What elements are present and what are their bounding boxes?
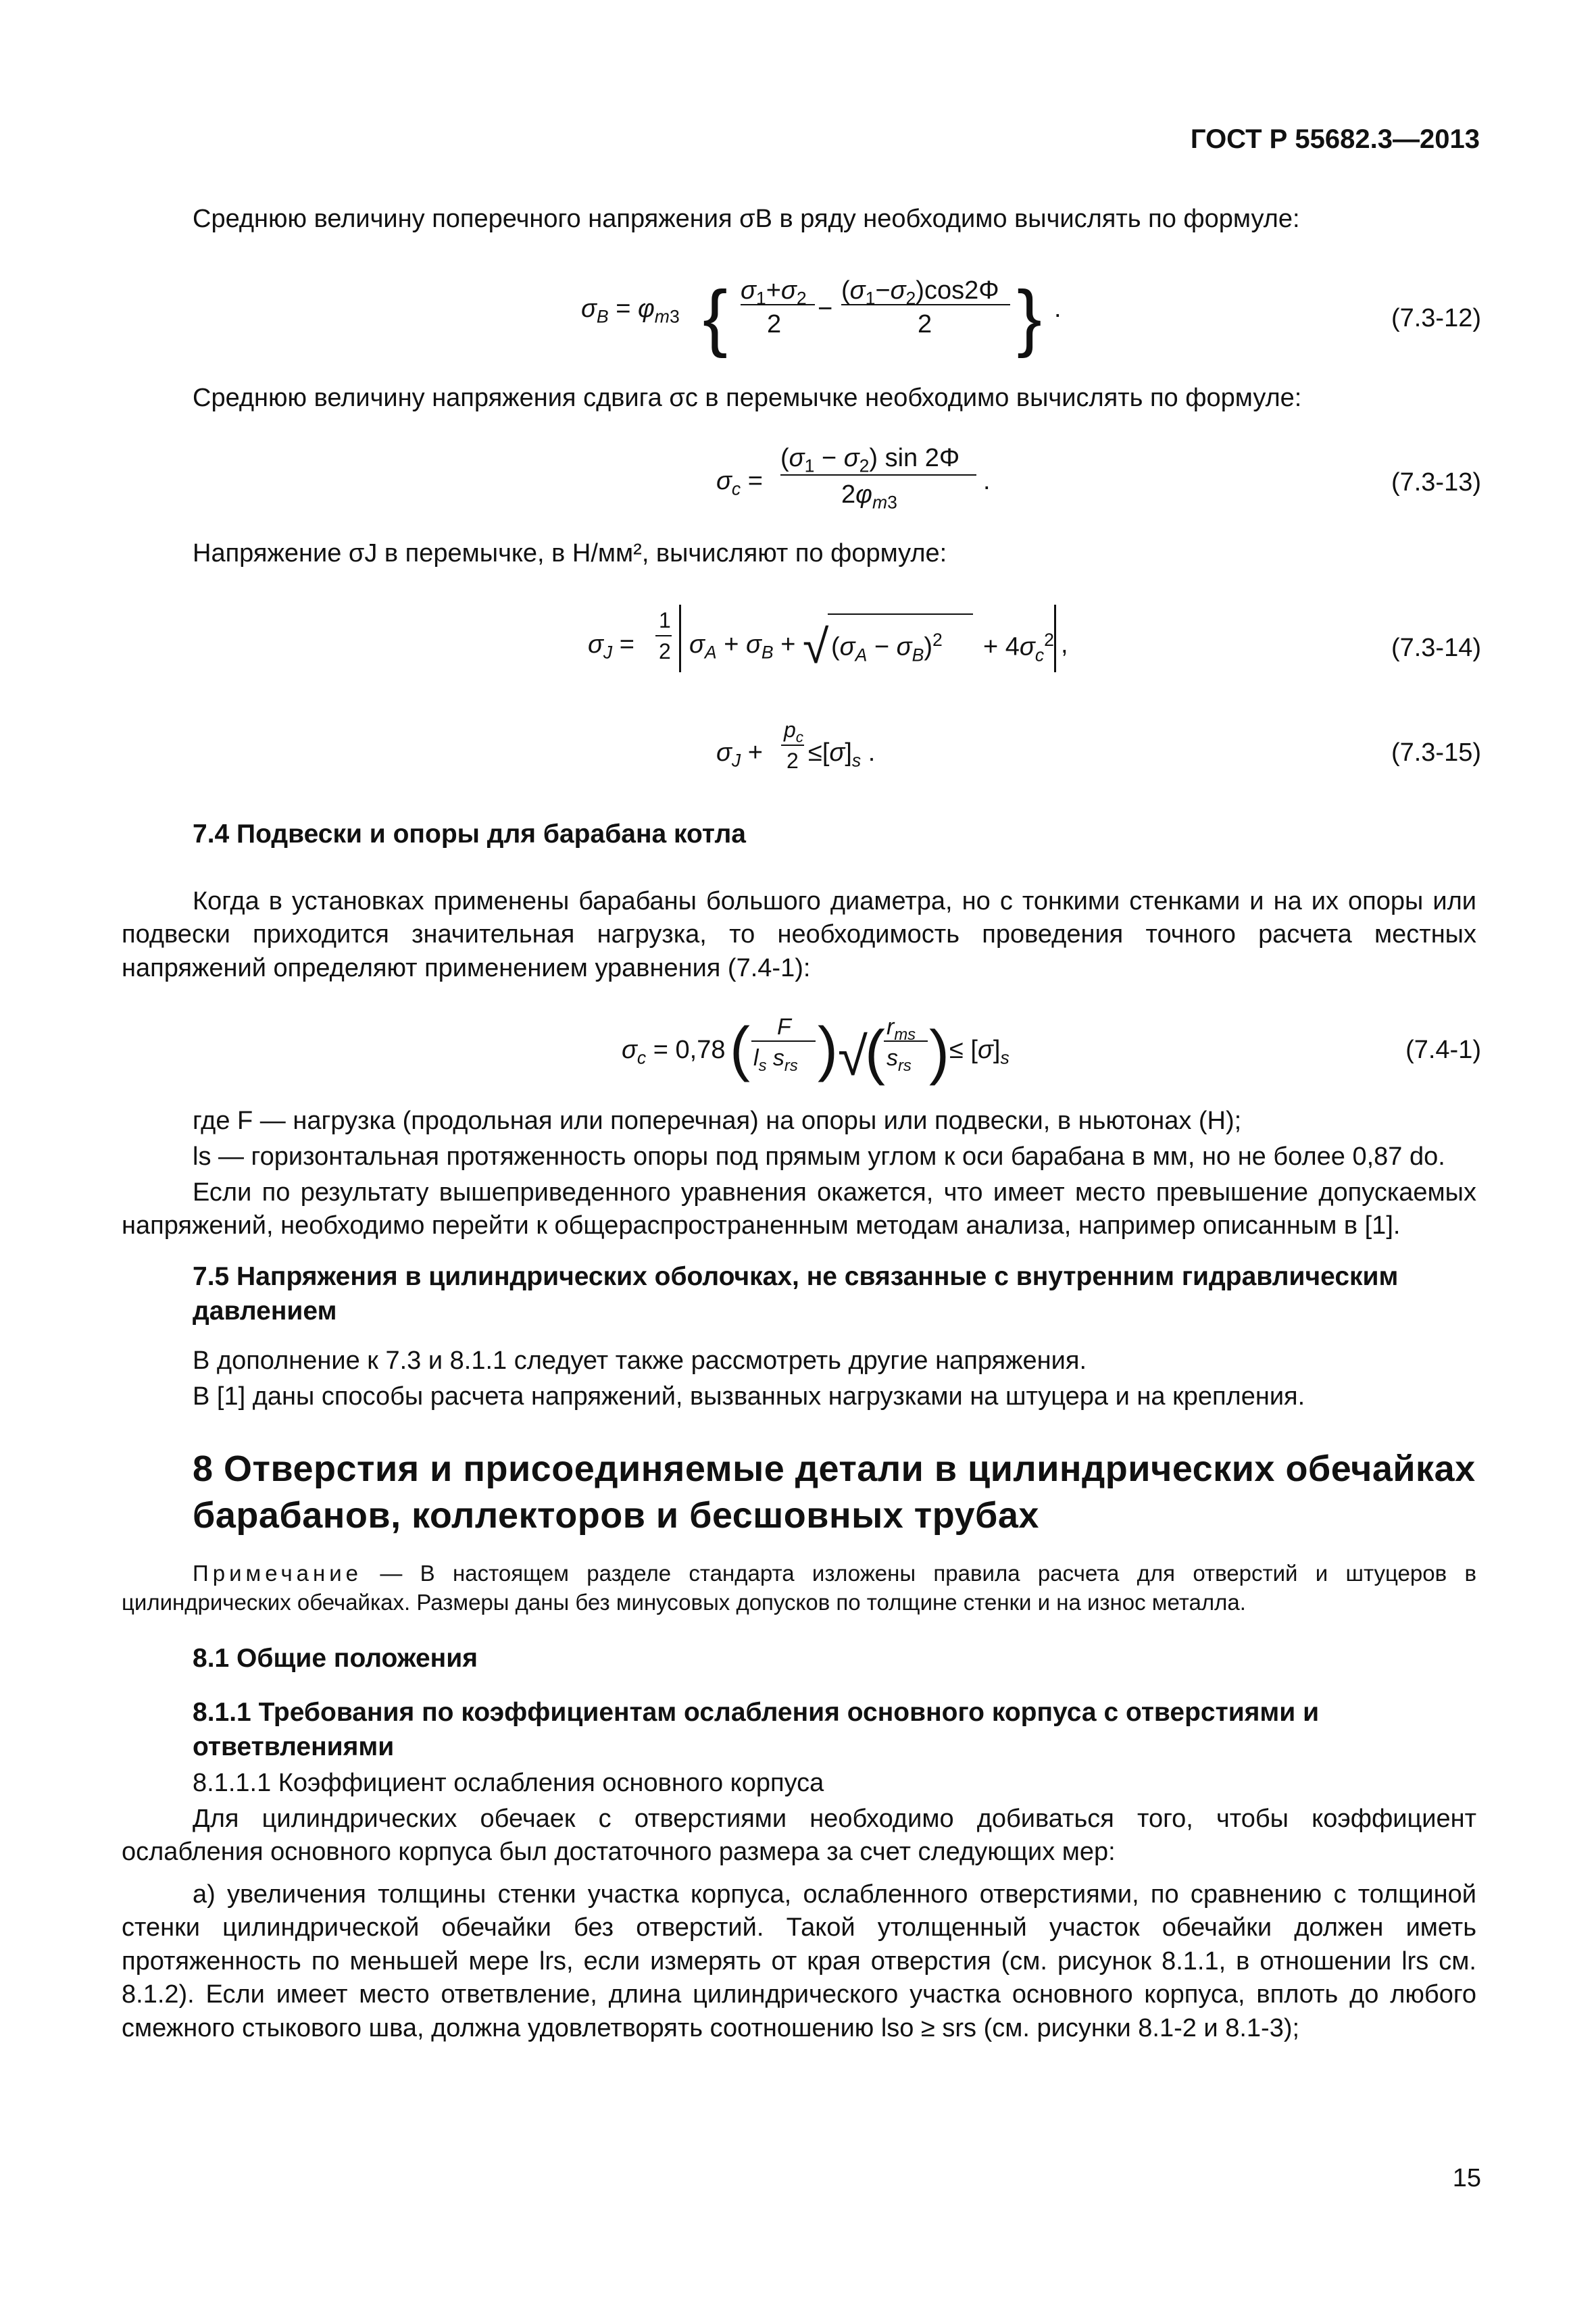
equation-number: (7.3-13) xyxy=(1391,468,1481,497)
paragraph-transverse-stress: Среднюю величину поперечного напряжения σB в ряду необходимо вычислять по формуле: xyxy=(193,205,1300,233)
paragraph-methods: В [1] даны способы расчета напряжений, вызванных нагрузками на штуцера и на крепления. xyxy=(193,1382,1305,1411)
formula-7-3-13: $\sigma_c$ = $(\sigma_1 - \sigma_2)$ sin 2Φ $2\varphi_{m3}$ . xyxy=(716,444,991,513)
paragraph-exceed-stress: Если по результату вышеприведенного уравнения окажется, что имеет место превышение допускаемых напряжений, необходимо перейти к общераспространенным методам анализа, например описанным в [1]. xyxy=(122,1178,1476,1240)
definition-ls: ls — горизонтальная протяженность опоры под прямым углом к оси барабана в мм, но не более 0,87 do. xyxy=(193,1142,1445,1171)
equation-number: (7.4-1) xyxy=(1405,1036,1481,1064)
formula-7-4-1: $\sigma_c = 0,78$ ( F $l_s$ $s_{rs}$ ) √ ( $r_{ms}$ $s_{rs}$ ) ≤ $[\sigma]_s$ xyxy=(622,1014,1009,1086)
paragraph-8-1-1-1: 8.1.1.1 Коэффициент ослабления основного корпуса xyxy=(193,1769,824,1797)
paragraph-addition: В дополнение к 7.3 и 8.1.1 следует также рассмотреть другие напряжения. xyxy=(193,1347,1087,1375)
document-code: ГОСТ Р 55682.3—2013 xyxy=(1190,124,1480,154)
paragraph-stress-j: Напряжение σJ в перемычке, в Н/мм², вычисляют по формуле: xyxy=(193,539,947,568)
section-heading-8-1-1: 8.1.1 Требования по коэффициентам ослабления основного корпуса с отверстиями и ответвлениями xyxy=(193,1698,1320,1761)
definition-f: где F — нагрузка (продольная или поперечная) на опоры или подвески, в ньютонах (Н); xyxy=(193,1107,1242,1135)
section-heading-8: 8 Отверстия и присоединяемые детали в цилиндрических обечайках барабанов, коллекторов и бесшовных трубах xyxy=(193,1449,1476,1536)
section-heading-7-5: 7.5 Напряжения в цилиндрических оболочках, не связанные с внутренним гидравлическим давлением xyxy=(193,1262,1399,1326)
formula-7-3-12: $\sigma_B = \varphi_{m3}$ { $\sigma_1+\sigma_2$ 2 − $(\sigma_1-\sigma_2)\cos 2\Phi$ 2 } . xyxy=(581,276,1062,359)
page-number: 15 xyxy=(1452,2164,1481,2192)
equation-number: (7.3-15) xyxy=(1391,738,1481,767)
paragraph-shear-stress: Среднюю величину напряжения сдвига σc в перемычке необходимо вычислять по формуле: xyxy=(193,384,1302,412)
note-label: Примечание xyxy=(193,1561,363,1586)
section-heading-7-4: 7.4 Подвески и опоры для барабана котла xyxy=(193,820,746,849)
paragraph-item-a: а) увеличения толщины стенки участка корпуса, ослабленного отверстиями, по сравнению с толщиной стенки цилиндрической обечайки без отверстий. Такой утолщенный участок обечайки должен иметь протяженность по меньшей мере lrs, если измерять от края отверстия (см. рисунок 8.1.1, в отношении lrs см. 8.1.2). Если имеет место ответвление, длина цилиндрического участка основного корпуса, вплоть до любого смежного стыкового шва, должна удовлетворять соотношению lso ≥ srs (см. рисунки 8.1-2 и 8.1-3); xyxy=(122,1880,1476,2042)
section-heading-8-1: 8.1 Общие положения xyxy=(193,1644,478,1673)
note-text: — В настоящем разделе стандарта изложены правила расчета для отверстий и штуцеров в цилиндрических обечайках. Размеры даны без минусовых допусков по толщине стенки и на износ металла. xyxy=(122,1561,1476,1615)
paragraph-drums: Когда в установках применены барабаны большого диаметра, но с тонкими стенками и на их опоры или подвески приходится значительная нагрузка, то необходимость проведения точного расчета местных напряжений определяют применением уравнения (7.4-1): xyxy=(122,887,1476,982)
formula-7-3-14: $\sigma_J$ = 1 2 $\sigma_A + \sigma_B$ + √ $(\sigma_A - \sigma_B)^2$ + $4\sigma_c^2$ , xyxy=(588,601,1061,682)
formula-7-3-15: $\sigma_J$ + $p_c$ 2 $\le[\sigma]_s$ . xyxy=(716,718,876,773)
equation-number: (7.3-14) xyxy=(1391,634,1481,662)
equation-number: (7.3-12) xyxy=(1391,304,1481,332)
note-paragraph xyxy=(122,1559,1476,1617)
paragraph-cylindrical-shells: Для цилиндрических обечаек с отверстиями необходимо добиваться того, чтобы коэффициент ослабления основного корпуса был достаточного размера за счет следующих мер: xyxy=(122,1805,1476,1867)
